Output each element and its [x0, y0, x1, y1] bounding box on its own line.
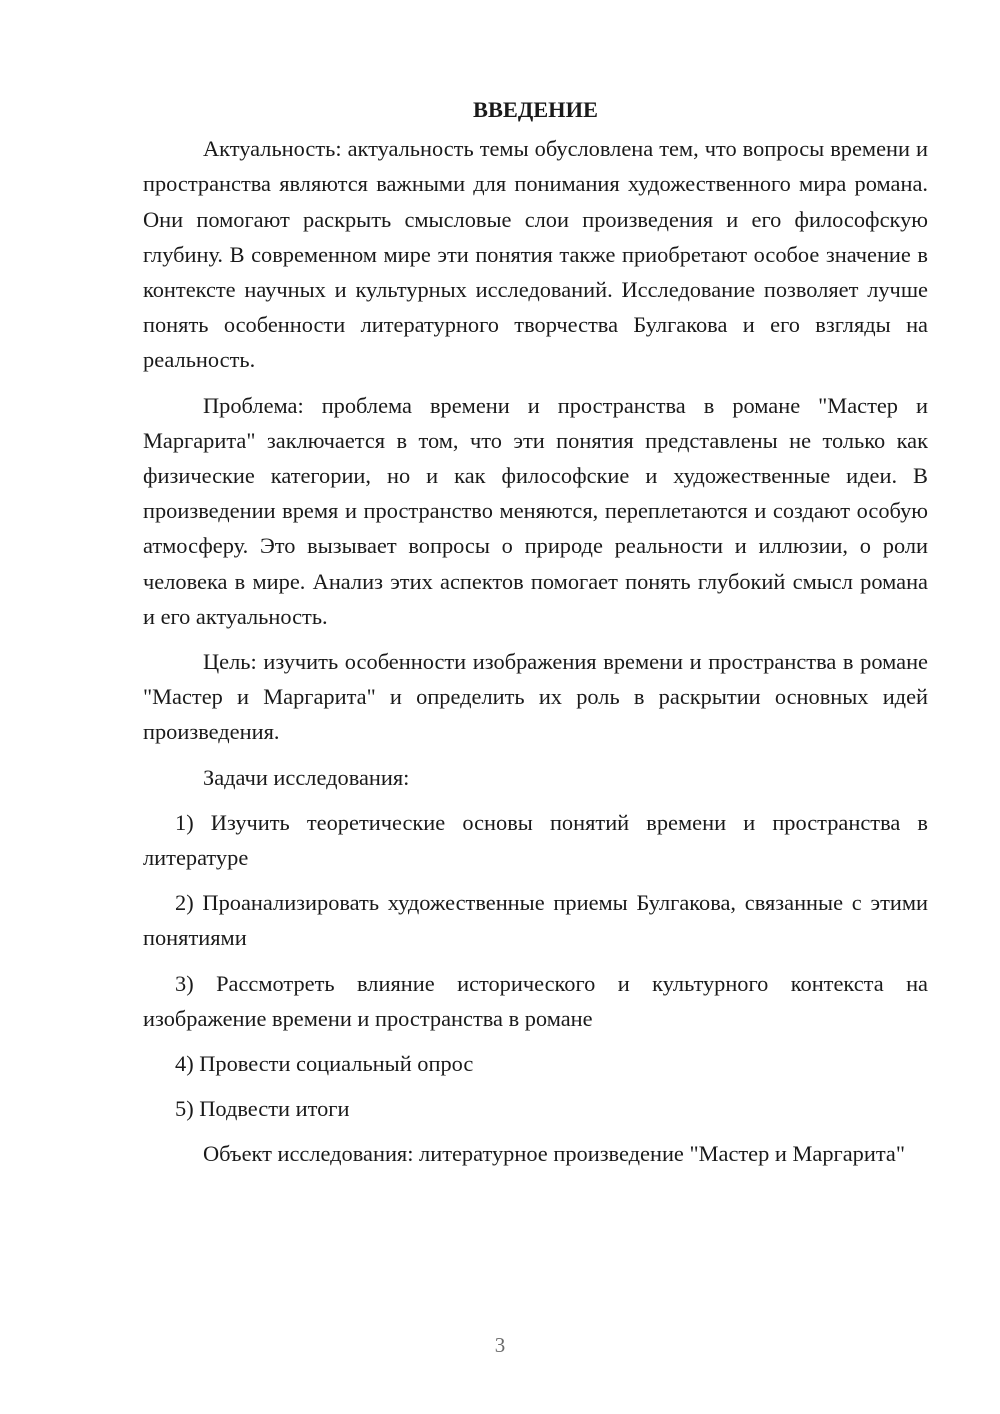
list-item: 2) Проанализировать художественные приемы Булгакова, связанные с этими понятиями [143, 890, 928, 951]
tasks-list [143, 805, 928, 1127]
list-item: 1) Изучить теоретические основы понятий времени и пространства в литературе [143, 809, 928, 871]
list-item: 5) Подвести итоги [175, 1096, 350, 1122]
page-title: ВВЕДЕНИЕ [473, 97, 598, 122]
tasks-heading: Задачи исследования: [203, 764, 410, 790]
paragraph-problem: Проблема: проблема времени и пространства в романе "Мастер и Маргарита" заключается в том, что эти понятия представлены не только как физические категории, но и как философские и художественные идеи. В произведении время и пространство меняются, переплетаются и создают особую атмосферу. Это вызывает вопросы о природе реальности и иллюзии, о роли человека в мире. Анализ этих аспектов помогает понять глубокий смысл романа и его актуальность. [143, 392, 928, 629]
list-item: 4) Провести социальный опрос [175, 1051, 474, 1077]
paragraph-goal: Цель: изучить особенности изображения времени и пространства в романе "Мастер и Маргарита" и определить их роль в раскрытии основных идей произведения. [143, 649, 928, 745]
document-page [143, 92, 928, 1182]
paragraph-relevance: Актуальность: актуальность темы обусловлена тем, что вопросы времени и пространства являются важными для понимания художественного мира романа. Они помогают раскрыть смысловые слои произведения и его философскую глубину. В современном мире эти понятия также приобретают особое значение в контексте научных и культурных исследований. Исследование позволяет лучше понять особенности литературного творчества Булгакова и его взгляды на реальность. [143, 136, 928, 373]
paragraph-object: Объект исследования: литературное произведение "Мастер и Маргарита" [203, 1141, 905, 1167]
page-number: 3 [494, 1333, 506, 1357]
list-item: 3) Рассмотреть влияние исторического и культурного контекста на изображение времени и пространства в романе [143, 970, 928, 1031]
